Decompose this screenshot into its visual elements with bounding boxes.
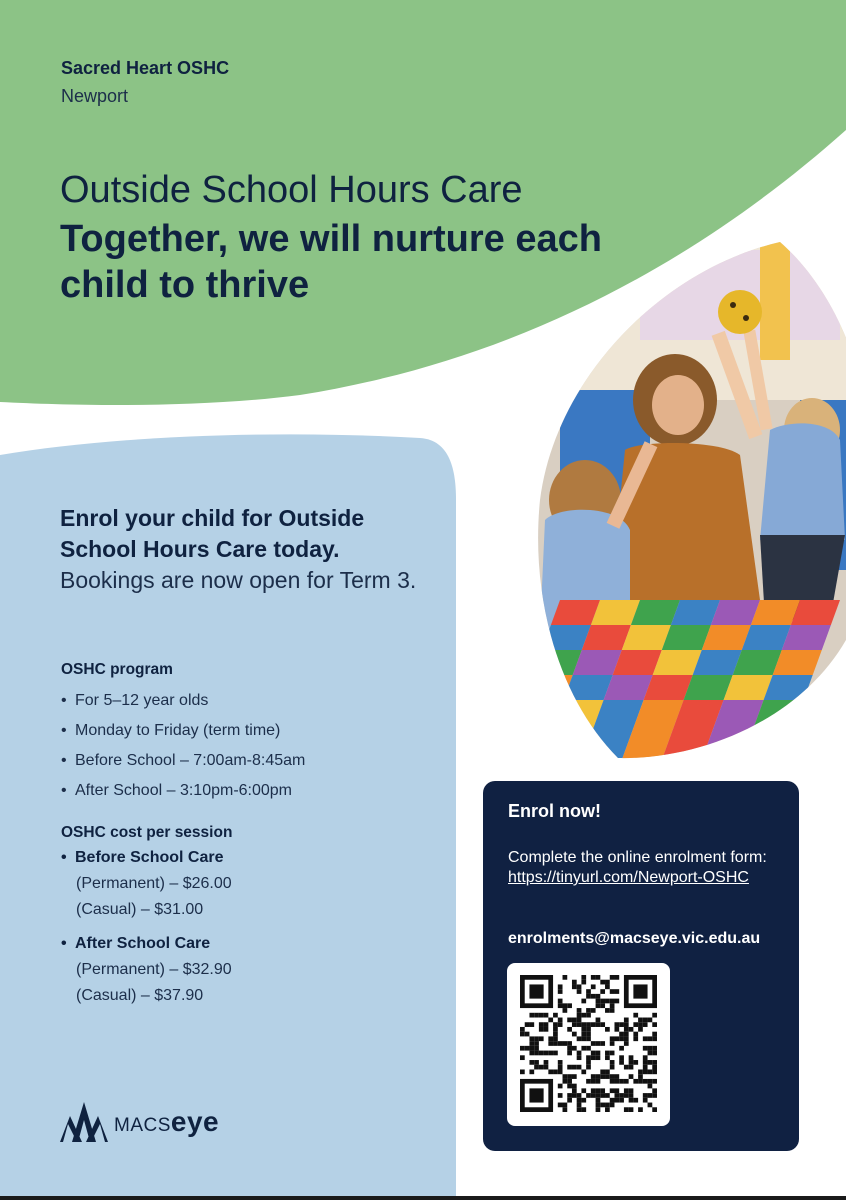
location: Newport bbox=[61, 86, 129, 106]
list-item: • Before School – 7:00am-8:45am bbox=[61, 746, 305, 776]
cost-name: • Before School Care bbox=[61, 845, 401, 871]
enrol-title: Enrol now! bbox=[508, 801, 601, 821]
list-item: • Monday to Friday (term time) bbox=[61, 716, 305, 746]
macs-logo bbox=[60, 1102, 219, 1142]
list-item: • After School – 3:10pm-6:00pm bbox=[61, 776, 305, 806]
intro-title: Enrol your child for Outside School Hours Care today. bbox=[60, 505, 365, 562]
logo-text-b: eye bbox=[170, 1106, 220, 1137]
hero-heading-line2: Together, we will nurture each child to thrive bbox=[60, 218, 602, 306]
qr-code-icon[interactable] bbox=[520, 975, 657, 1112]
cost-casual: (Casual) – $37.90 bbox=[76, 987, 204, 1004]
qr-card[interactable] bbox=[507, 963, 670, 1126]
enrol-text-prefix: Complete the online enrolment form: bbox=[508, 849, 767, 866]
cost-permanent: (Permanent) – $26.00 bbox=[76, 875, 232, 892]
cost-casual: (Casual) – $31.00 bbox=[76, 901, 204, 918]
enrol-email[interactable]: enrolments@macseye.vic.edu.au bbox=[508, 930, 761, 947]
enrol-text bbox=[508, 848, 778, 888]
cost-block-before-school bbox=[61, 845, 401, 923]
hero-heading-line1: Outside School Hours Care bbox=[60, 169, 523, 211]
cost-heading: OSHC cost per session bbox=[61, 824, 233, 841]
cost-permanent: (Permanent) – $32.90 bbox=[76, 961, 232, 978]
enrol-panel bbox=[483, 781, 799, 1151]
macs-logo-text bbox=[114, 1106, 219, 1138]
org-name: Sacred Heart OSHC bbox=[61, 58, 230, 78]
cost-name: • After School Care bbox=[61, 931, 401, 957]
enrol-link[interactable]: https://tinyurl.com/Newport-OSHC bbox=[508, 869, 749, 886]
cost-list bbox=[61, 845, 401, 1017]
cost-block-after-school bbox=[61, 931, 401, 1009]
intro-subtitle: Bookings are now open for Term 3. bbox=[60, 567, 417, 593]
macs-logo-icon bbox=[60, 1102, 108, 1142]
list-item: • For 5–12 year olds bbox=[61, 686, 305, 716]
bottom-rule bbox=[0, 1196, 846, 1200]
logo-text-a: MACS bbox=[114, 1115, 171, 1136]
program-heading: OSHC program bbox=[61, 661, 173, 678]
program-list bbox=[61, 686, 305, 806]
